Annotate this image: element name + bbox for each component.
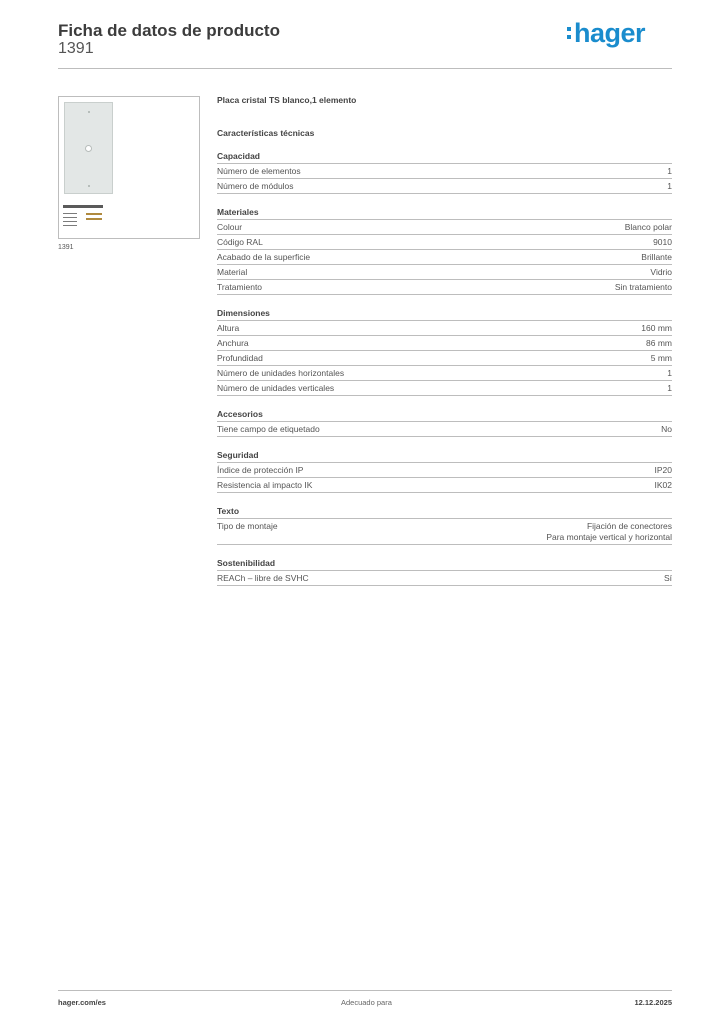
spec-value bbox=[667, 368, 672, 379]
section-title: Texto bbox=[217, 506, 672, 519]
spec-value-line: 1 bbox=[667, 368, 672, 378]
spec-section bbox=[217, 151, 672, 194]
spec-row bbox=[217, 235, 672, 250]
spec-section bbox=[217, 308, 672, 396]
screw-icon bbox=[88, 111, 90, 113]
spec-value-line: Vidrio bbox=[650, 267, 672, 277]
spec-section bbox=[217, 409, 672, 437]
spec-value bbox=[661, 424, 672, 435]
spec-row bbox=[217, 280, 672, 295]
spec-label: Índice de protección IP bbox=[217, 465, 304, 475]
screw-icon bbox=[88, 185, 90, 187]
spec-value-line: Sí bbox=[663, 572, 672, 583]
spec-value bbox=[655, 465, 673, 476]
spec-value bbox=[667, 166, 672, 177]
spec-row bbox=[217, 250, 672, 265]
hager-logo bbox=[567, 18, 645, 49]
list-icon bbox=[63, 213, 77, 214]
spec-value bbox=[546, 521, 672, 542]
spec-row bbox=[217, 164, 672, 179]
spec-row bbox=[217, 478, 672, 493]
spec-label: Anchura bbox=[217, 338, 249, 348]
spec-value-line: IK02 bbox=[654, 480, 672, 490]
product-code: 1391 bbox=[58, 40, 94, 57]
product-thumbnail bbox=[58, 96, 200, 239]
glass-plate-image bbox=[64, 102, 113, 194]
spec-label: Número de unidades verticales bbox=[217, 383, 335, 393]
spec-section bbox=[217, 450, 672, 493]
spec-value bbox=[655, 480, 673, 491]
header-divider bbox=[58, 68, 672, 69]
spec-row bbox=[217, 220, 672, 235]
spec-value-line: Blanco polar bbox=[624, 222, 672, 232]
spec-row bbox=[217, 366, 672, 381]
spec-value-line: 1 bbox=[667, 383, 672, 393]
spec-value-line: 1 bbox=[667, 166, 672, 176]
spec-sections bbox=[217, 151, 672, 586]
spec-value-line: IP20 bbox=[654, 465, 672, 475]
spec-label: REACh – libre de SVHC bbox=[217, 572, 309, 583]
section-title: Capacidad bbox=[217, 151, 672, 164]
logo-colon-icon bbox=[567, 27, 572, 43]
spec-value bbox=[667, 383, 672, 394]
spec-section bbox=[217, 506, 672, 545]
list-icon bbox=[63, 221, 77, 222]
spec-value bbox=[615, 282, 672, 293]
spec-label: Número de unidades horizontales bbox=[217, 368, 345, 378]
spec-value bbox=[667, 181, 672, 192]
spec-row bbox=[217, 265, 672, 280]
accessory-icon bbox=[86, 218, 102, 220]
section-title: Sostenibilidad bbox=[217, 558, 672, 571]
spec-value bbox=[650, 267, 672, 278]
spec-value-line: Fijación de conectores bbox=[586, 521, 672, 531]
logo-wordmark: hager bbox=[574, 18, 646, 48]
plate-hole-icon bbox=[85, 145, 92, 152]
spec-value-line: 5 mm bbox=[650, 353, 672, 363]
spec-row bbox=[217, 519, 672, 545]
footer-divider bbox=[58, 990, 672, 991]
footer-date: 12.12.2025 bbox=[634, 998, 672, 1007]
spec-value-line: Brillante bbox=[641, 252, 672, 262]
product-name: Placa cristal TS blanco,1 elemento bbox=[217, 95, 357, 105]
dimension-bar-icon bbox=[63, 205, 103, 208]
spec-value bbox=[646, 338, 672, 349]
spec-value-line: 9010 bbox=[653, 237, 672, 247]
spec-value-line: 1 bbox=[667, 181, 672, 191]
spec-row bbox=[217, 463, 672, 478]
spec-value bbox=[641, 252, 672, 263]
spec-label: Tipo de montaje bbox=[217, 521, 278, 531]
spec-row bbox=[217, 571, 672, 586]
tech-characteristics-title: Características técnicas bbox=[217, 128, 315, 138]
spec-label: Profundidad bbox=[217, 353, 263, 363]
spec-section bbox=[217, 558, 672, 586]
spec-row bbox=[217, 422, 672, 437]
spec-row bbox=[217, 179, 672, 194]
spec-value bbox=[625, 222, 672, 233]
spec-value-line: No bbox=[661, 424, 672, 434]
spec-label: Altura bbox=[217, 323, 240, 333]
spec-label: Tratamiento bbox=[217, 282, 263, 292]
spec-value-line: 86 mm bbox=[646, 338, 672, 348]
section-title: Dimensiones bbox=[217, 308, 672, 321]
spec-value bbox=[653, 237, 672, 248]
spec-label: Código RAL bbox=[217, 237, 263, 247]
spec-label: Número de elementos bbox=[217, 166, 301, 176]
section-title: Accesorios bbox=[217, 409, 672, 422]
section-title: Materiales bbox=[217, 207, 672, 220]
spec-value-line: 160 mm bbox=[641, 323, 672, 333]
footer-note: Adecuado para bbox=[341, 998, 392, 1007]
spec-value-line: Para montaje vertical y horizontal bbox=[546, 531, 672, 542]
spec-value-line: Sin tratamiento bbox=[614, 282, 672, 292]
spec-label: Acabado de la superficie bbox=[217, 252, 311, 262]
section-title: Seguridad bbox=[217, 450, 672, 463]
spec-row bbox=[217, 336, 672, 351]
spec-row bbox=[217, 321, 672, 336]
spec-label: Resistencia al impacto IK bbox=[217, 480, 313, 490]
spec-section bbox=[217, 207, 672, 295]
accessory-icon bbox=[86, 213, 102, 215]
page-title: Ficha de datos de producto bbox=[58, 21, 280, 40]
spec-label: Colour bbox=[217, 222, 243, 232]
list-icon bbox=[63, 225, 77, 226]
thumbnail-caption: 1391 bbox=[58, 244, 74, 251]
spec-label: Tiene campo de etiquetado bbox=[217, 424, 320, 434]
spec-value bbox=[641, 323, 672, 334]
spec-value bbox=[664, 573, 672, 584]
footer-website-link[interactable]: hager.com/es bbox=[58, 998, 106, 1007]
list-icon bbox=[63, 217, 77, 218]
spec-label: Material bbox=[217, 267, 248, 277]
spec-content bbox=[217, 95, 672, 586]
spec-label: Número de módulos bbox=[217, 181, 294, 191]
spec-row bbox=[217, 381, 672, 396]
spec-value bbox=[651, 353, 672, 364]
spec-row bbox=[217, 351, 672, 366]
